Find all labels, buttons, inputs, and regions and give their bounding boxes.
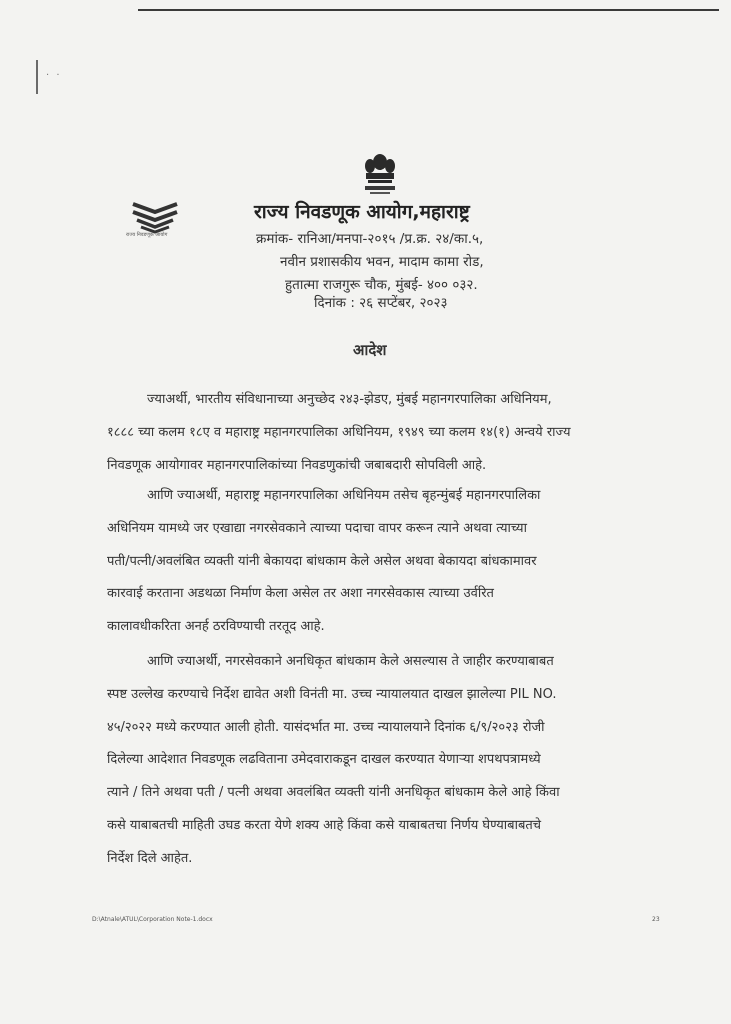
paragraph-line: निर्देश दिले आहेत. (107, 850, 193, 866)
paragraph-line: त्याने / तिने अथवा पती / पत्नी अथवा अवलंबित व्यक्ती यांनी अनधिकृत बांधकाम केले आहे किंवा (107, 785, 560, 801)
paragraph-line: निवडणूक आयोगावर महानगरपालिकांच्या निवडणुकांची जबाबदारी सोपविली आहे. (107, 457, 487, 473)
commission-title: राज्य निवडणूक आयोग,महाराष्ट्र (254, 201, 470, 223)
paragraph-1 (107, 384, 687, 482)
footer-page-number: 23 (652, 916, 660, 923)
paragraph-line: पती/पत्नी/अवलंबित व्यक्ती यांनी बेकायदा बांधकाम केले असेल अथवा बेकायदा बांधकामावर (107, 553, 537, 569)
paragraph-2 (107, 480, 687, 644)
paragraph-line: आणि ज्याअर्थी, नगरसेवकाने अनधिकृत बांधकाम केले असल्यास ते जाहीर करण्याबाबत (147, 654, 554, 669)
paragraph-line: दिलेल्या आदेशात निवडणूक लढविताना उमेदवाराकडून दाखल करण्यात येणाऱ्या शपथपत्रामध्ये (107, 752, 541, 768)
address-line-2: हुतात्मा राजगुरू चौक, मुंबई- ४०० ०३२. (285, 277, 478, 293)
state-emblem-icon (362, 152, 398, 202)
reference-number: क्रमांक- रानिआ/मनपा-२०१५ /प्र.क्र. २४/का.५, (256, 231, 484, 247)
paragraph-line: आणि ज्याअर्थी, महाराष्ट्र महानगरपालिका अधिनियम तसेच बृहन्मुंबई महानगरपालिका (147, 488, 541, 503)
footer-file-path: D:\Atnale\ATUL\Corporation Note-1.docx (92, 916, 213, 923)
paragraph-line: कालावधीकरिता अनर्ह ठरविण्याची तरतूद आहे. (107, 619, 325, 635)
paragraph-line: ४५/२०२२ मध्ये करण्यात आली होती. यासंदर्भात मा. उच्च न्यायालयाने दिनांक ६/९/२०२३ रोजी (107, 719, 545, 735)
order-heading: आदेश (353, 341, 387, 359)
logo-caption: राज्य निवडणूक आयोग (126, 232, 168, 238)
paragraph-line: कारवाई करताना अडथळा निर्माण केला असेल तर अशा नगरसेवकास त्याच्या उर्वरित (107, 586, 494, 602)
order-date: दिनांक : २६ सप्टेंबर, २०२३ (314, 295, 448, 311)
paragraph-line: स्पष्ट उल्लेख करण्याचे निर्देश द्यावेत अशी विनंती मा. उच्च न्यायालयात दाखल झालेल्या PIL NO. (107, 686, 557, 702)
margin-dots: · · (46, 70, 62, 81)
address-line-1: नवीन प्रशासकीय भवन, मादाम कामा रोड, (280, 254, 484, 270)
paragraph-3 (107, 646, 687, 876)
margin-mark (36, 60, 38, 94)
paragraph-line: १८८८ च्या कलम १८ए व महाराष्ट्र महानगरपालिका अधिनियम, १९४९ च्या कलम १४(१) अन्वये राज्य (107, 424, 571, 440)
top-rule (138, 9, 719, 11)
paragraph-line: अधिनियम यामध्ये जर एखाद्या नगरसेवकाने त्याच्या पदाचा वापर करून त्याने अथवा त्याच्या (107, 520, 527, 536)
paragraph-line: कसे याबाबतची माहिती उघड करता येणे शक्य आहे किंवा कसे याबाबतचा निर्णय घेण्याबाबतचे (107, 817, 542, 833)
paragraph-line: ज्याअर्थी, भारतीय संविधानाच्या अनुच्छेद २४३-झेडए, मुंबई महानगरपालिका अधिनियम, (147, 392, 552, 407)
